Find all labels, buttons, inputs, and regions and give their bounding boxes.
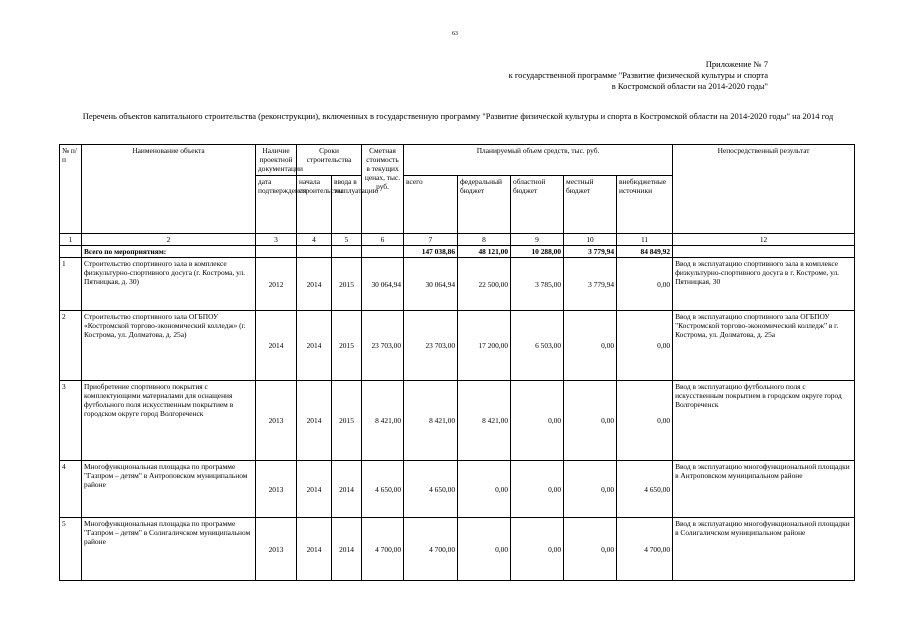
- column-number: 3: [256, 234, 297, 246]
- header-approval-date: дата подтверждения: [256, 176, 297, 234]
- column-number: 1: [60, 234, 82, 246]
- row-regional: 6 503,00: [511, 311, 564, 381]
- header-docs: Наличие проектной документации: [256, 145, 297, 176]
- total-regional: 10 288,00: [511, 246, 564, 258]
- column-number: 7: [404, 234, 458, 246]
- total-label: Всего по мероприятиям:: [82, 246, 256, 258]
- row-approval: 2013: [256, 518, 297, 581]
- column-number: 6: [362, 234, 404, 246]
- header-name: Наименование объекта: [82, 145, 256, 234]
- header-dates: Сроки строительства: [297, 145, 362, 176]
- document-title: Перечень объектов капитального строительства (реконструкции), включенных в государственную программу "Развитие физической культуры и спорта в Костромской области на 2014-2020 годы" на 2014 год: [82, 111, 834, 121]
- row-name: Строительство спортивного зала ОГБПОУ «Костромской торгово-экономический колледж» (г. Кострома, ул. Долматова, д. 25а): [82, 311, 256, 381]
- row-regional: 3 785,00: [511, 258, 564, 311]
- row-total: 4 650,00: [404, 461, 458, 518]
- empty-cell: [673, 246, 855, 258]
- row-end: 2015: [332, 258, 362, 311]
- table-row: [60, 311, 855, 381]
- row-cost: 4 650,00: [362, 461, 404, 518]
- row-local: 0,00: [564, 518, 617, 581]
- row-regional: 0,00: [511, 518, 564, 581]
- row-end: 2014: [332, 518, 362, 581]
- header-num: № п/п: [60, 145, 82, 234]
- empty-cell: [60, 246, 82, 258]
- total-all: 147 038,86: [404, 246, 458, 258]
- row-total: 8 421,00: [404, 381, 458, 461]
- row-local: 3 779,94: [564, 258, 617, 311]
- header-start: начала строительства: [297, 176, 332, 234]
- column-numbers-row: [60, 234, 855, 246]
- header-cost: Сметная стоимость в текущих ценах, тыс. руб.: [362, 145, 404, 234]
- appendix-line-1: Приложение № 7: [705, 59, 768, 69]
- total-federal: 48 121,00: [458, 246, 511, 258]
- row-local: 0,00: [564, 461, 617, 518]
- row-regional: 0,00: [511, 461, 564, 518]
- table-row: [60, 381, 855, 461]
- column-number: 4: [297, 234, 332, 246]
- row-result: Ввод в эксплуатацию спортивного зала в комплексе физкультурно-спортивного досуга в г. Костроме, ул. Пятницкая, 30: [673, 258, 855, 311]
- row-result: Ввод в эксплуатацию многофункциональной площадки в Антроповском муниципальном районе: [673, 461, 855, 518]
- row-approval: 2014: [256, 311, 297, 381]
- row-name: Приобретение спортивного покрытия с комплектующими материалами для оснащения футбольного поля искусственным покрытием в городском округе город Волгореченск: [82, 381, 256, 461]
- empty-cell: [297, 246, 332, 258]
- total-extra: 84 849,92: [617, 246, 673, 258]
- appendix-line-3: в Костромской области на 2014-2020 годы": [611, 81, 768, 91]
- row-total: 23 703,00: [404, 311, 458, 381]
- table-row: [60, 518, 855, 581]
- header-regional: областной бюджет: [511, 176, 564, 234]
- row-extra: 0,00: [617, 258, 673, 311]
- row-approval: 2012: [256, 258, 297, 311]
- header-local: местный бюджет: [564, 176, 617, 234]
- row-cost: 8 421,00: [362, 381, 404, 461]
- row-end: 2014: [332, 461, 362, 518]
- row-name: Строительство спортивного зала в комплексе физкультурно-спортивного досуга (г. Кострома, ул. Пятницкая, д. 30): [82, 258, 256, 311]
- row-extra: 4 650,00: [617, 461, 673, 518]
- row-federal: 0,00: [458, 518, 511, 581]
- appendix-header: [460, 59, 768, 92]
- row-federal: 22 500,00: [458, 258, 511, 311]
- appendix-line-2: к государственной программе "Развитие физической культуры и спорта: [508, 70, 768, 80]
- row-federal: 8 421,00: [458, 381, 511, 461]
- column-number: 9: [511, 234, 564, 246]
- empty-cell: [362, 246, 404, 258]
- column-number: 5: [332, 234, 362, 246]
- row-num: 1: [60, 258, 82, 311]
- row-cost: 4 700,00: [362, 518, 404, 581]
- row-federal: 17 200,00: [458, 311, 511, 381]
- total-row: [60, 246, 855, 258]
- column-number: 8: [458, 234, 511, 246]
- row-local: 0,00: [564, 381, 617, 461]
- row-start: 2014: [297, 258, 332, 311]
- row-result: Ввод в эксплуатацию многофункциональной площадки в Солигаличском муниципальном районе: [673, 518, 855, 581]
- row-extra: 0,00: [617, 311, 673, 381]
- header-extra: внебюджетные источники: [617, 176, 673, 234]
- row-approval: 2013: [256, 381, 297, 461]
- row-end: 2015: [332, 311, 362, 381]
- row-start: 2014: [297, 461, 332, 518]
- row-extra: 4 700,00: [617, 518, 673, 581]
- objects-table: [59, 144, 855, 581]
- row-end: 2015: [332, 381, 362, 461]
- row-result: Ввод в эксплуатацию спортивного зала ОГБПОУ "Костромской торгово-экономический колледж" в г. Кострома, ул. Долматова, д. 25а: [673, 311, 855, 381]
- row-cost: 30 064,94: [362, 258, 404, 311]
- table-row: [60, 461, 855, 518]
- row-num: 5: [60, 518, 82, 581]
- table-row: [60, 258, 855, 311]
- row-num: 3: [60, 381, 82, 461]
- column-number: 12: [673, 234, 855, 246]
- empty-cell: [332, 246, 362, 258]
- column-number: 11: [617, 234, 673, 246]
- row-start: 2014: [297, 311, 332, 381]
- header-row-1: [60, 145, 855, 176]
- row-num: 2: [60, 311, 82, 381]
- page-number: 63: [452, 31, 458, 37]
- row-name: Многофункциональная площадка по программе "Газпром – детям" в Антроповском муниципальном районе: [82, 461, 256, 518]
- column-number: 10: [564, 234, 617, 246]
- header-total: всего: [404, 176, 458, 234]
- column-number: 2: [82, 234, 256, 246]
- row-cost: 23 703,00: [362, 311, 404, 381]
- row-total: 30 064,94: [404, 258, 458, 311]
- header-planned: Планируемый объем средств, тыс. руб.: [404, 145, 673, 176]
- row-federal: 0,00: [458, 461, 511, 518]
- row-start: 2014: [297, 381, 332, 461]
- header-federal: федеральный бюджет: [458, 176, 511, 234]
- empty-cell: [256, 246, 297, 258]
- row-name: Многофункциональная площадка по программе "Газпром – детям" в Солигаличском муниципальном районе: [82, 518, 256, 581]
- row-regional: 0,00: [511, 381, 564, 461]
- total-local: 3 779,94: [564, 246, 617, 258]
- row-total: 4 700,00: [404, 518, 458, 581]
- row-approval: 2013: [256, 461, 297, 518]
- header-commission: ввода в эксплуатацию: [332, 176, 362, 234]
- row-result: Ввод в эксплуатацию футбольного поля с искусственным покрытием в городском округе город Волгореченск: [673, 381, 855, 461]
- row-local: 0,00: [564, 311, 617, 381]
- row-start: 2014: [297, 518, 332, 581]
- row-num: 4: [60, 461, 82, 518]
- row-extra: 0,00: [617, 381, 673, 461]
- header-result: Непосредственный результат: [673, 145, 855, 234]
